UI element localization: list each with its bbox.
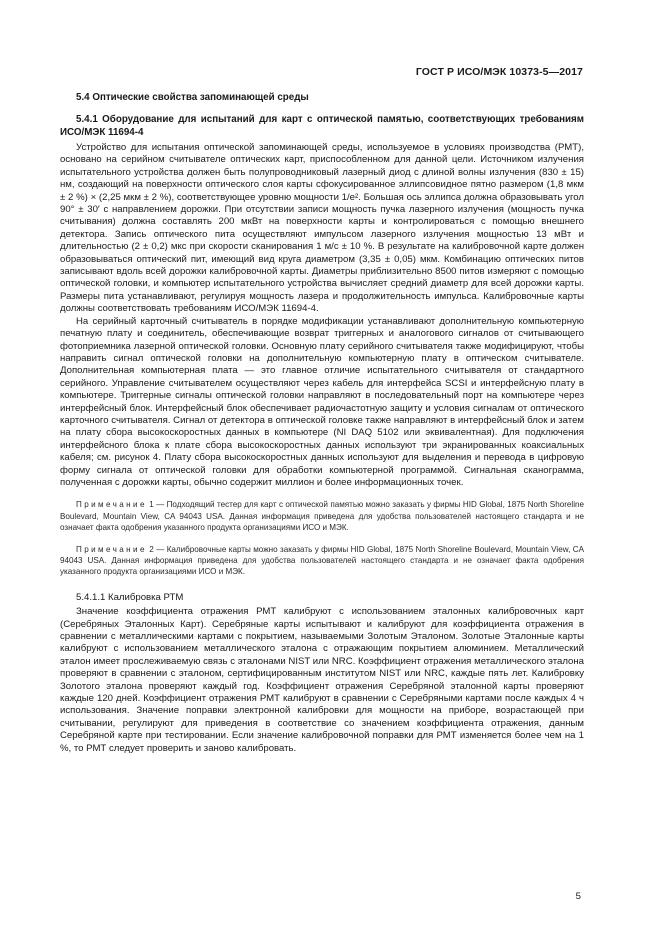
note-1 <box>60 499 584 533</box>
section-heading: 5.4 Оптические свойства запоминающей среды <box>76 92 309 103</box>
body-paragraph: На серийный карточный считыватель в порядке модификации устанавливают дополнительную компьютерную печатную плату и соединитель, обеспечивающие возврат триггерных и аналогового сигналов от считывающего фотоприемника лазерной оптической головки. Основную плату серийного считывателя также модифицируют, чтобы направить сигнал оптической головки на дополнительную компьютерную плату в оптическом считывателе. Дополнительная компьютерная плата — это главное отличие испытательного считывателя от стандартного серийного. Управление считывателем осуществляют через кабель для интерфейса SCSI и интерфейсную плату в компьютере. Триггерные сигналы оптической головки направляют в последовательный порт на компьютере через интерфейсный блок. Интерфейсный блок обеспечивает радиочастотную защиту и условия сигналам от оптического карточного считывателя. Сигнал от детектора в оптической головке также направляют в интерфейсный блок и затем на плату сбора высокоскоростных данных в компьютере (NI DAQ 5102 или эквивалентная). Для подключения интерфейсного блока к плате сбора высокоскоростных данных используют три экранированных коаксиальных кабеля; см. рисунок 4. Плату сбора высокоскоростных данных используют для выделения и перевода в цифровую форму сигнала от оптической головки для обработки компьютерной программой. Сигнальная сканограмма, полученная с дорожки карты, обычно содержит миллион и более информационных точек. <box>60 315 584 488</box>
subsubsection-heading: 5.4.1.1 Калибровка РТМ <box>76 591 184 603</box>
note-label: Примечание <box>76 500 147 510</box>
note-2 <box>60 544 584 578</box>
document-body <box>60 92 584 755</box>
document-header: ГОСТ Р ИСО/МЭК 10373-5—2017 <box>415 66 583 78</box>
calibration-paragraph: Значение коэффициента отражения РМТ калибруют с использованием эталонных калибровочных карт (Серебряных Эталонных Карт). Серебряные карты испытывают и калибруют для коэффициента отражения в сравнении с металлическими картами с покрытием, называемыми Золотым Эталоном. Золотые Эталонные карты калибруют с использованием металлического эталона с отражающим покрытием алюминием. Металлический эталон имеет прослеживаемую связь с эталонами NIST или NRC. Коэффициент отражения металлического эталона проверяют в сравнении с эталоном, сертифицированным институтом NIST или NRC, каждые пять лет. Калибровку Золотого эталона проверяют каждый год. Коэффициент отражения Серебряной эталонной карты проверяют каждые 120 дней. Коэффициент отражения РМТ калибруют в сравнении с Серебряными картами после каждых 4 ч использования. Значение поправки электронной калибровки для мощности на приборе, возрастающей при считывании, регулируют для приведения в соответствие со значением коэффициента отражения, данным Серебряной карте при тестировании. Если значение калибровочной поправки для РМТ изменяется более чем на 1 %, то РМТ следует проверить и заново калибровать. <box>60 606 584 754</box>
note-text: 1 — Подходящий тестер для карт с оптической памятью можно заказать у фирмы HID Global, 1875 North Shoreline Boulevard, Mountain View, CA 94043 USA. Данная информация приведена для удобства пользователей настоящего стандарта и не означает факта одобрения указанного продукта организациями ИСО и МЭК. <box>60 500 584 533</box>
note-label: Примечание <box>76 544 147 554</box>
page-number: 5 <box>575 891 581 902</box>
note-text: 2 — Калибровочные карты можно заказать у фирмы HID Global, 1875 North Shoreline Boulevard, Mountain View, CA 94043 USA. Данная информация приведена для удобства пользователей настоящего стандарта и не означает факта одобрения указанного продукта организациями ИСО и МЭК. <box>60 544 584 577</box>
subsection-heading: 5.4.1 Оборудование для испытаний для карт с оптической памятью, соответствующих требованиям ИСО/МЭК 11694-4 <box>60 114 584 139</box>
body-paragraph: Устройство для испытания оптической запоминающей среды, используемое в условиях производства (РМТ), основано на серийном считывателе оптических карт, приспособленном для данной цели. Источником излучения испытательного устройства должен быть полупроводниковый лазерный диод с длиной волны излучения (830 ± 15) нм, создающий на поверхности оптического слоя карты сфокусированное эллипсовидное пятно размером (1,8 мкм ± 2 %) × (2,25 мкм ± 2 %), соответствующее уровню мощности 1/e². Большая ось эллипса должна образовывать угол 90° ± 30′ с направлением дорожки. При отсутствии записи мощность пучка лазерного излучения (мощность пучка считывания) должна составлять 200 мкВт на поверхности карты и контролироваться с помощью внешнего детектора. Запись оптического пита осуществляют импульсом лазерного излучения мощностью 13 мВт и длительностью (2 ± 0,2) мкс при скорости сканирования 1 м/с ± 10 %. В результате на калибровочной карте должен образовываться оптический пит, имеющий вид круга диаметром (3,35 ± 0,05) мкм. Комбинацию оптических питов записывают вдоль всей дорожки калибровочной карты. Диаметры приблизительно 8500 питов измеряют с помощью оптической головки, и компьютер испытательного устройства вычисляет средний диаметр для всей дорожки карты. Размеры пита устанавливают, регулируя мощность лазера и продолжительность импульса. Калибровочные карты должны соответствовать требованиям ИСО/МЭК 11694-4. <box>60 142 584 315</box>
